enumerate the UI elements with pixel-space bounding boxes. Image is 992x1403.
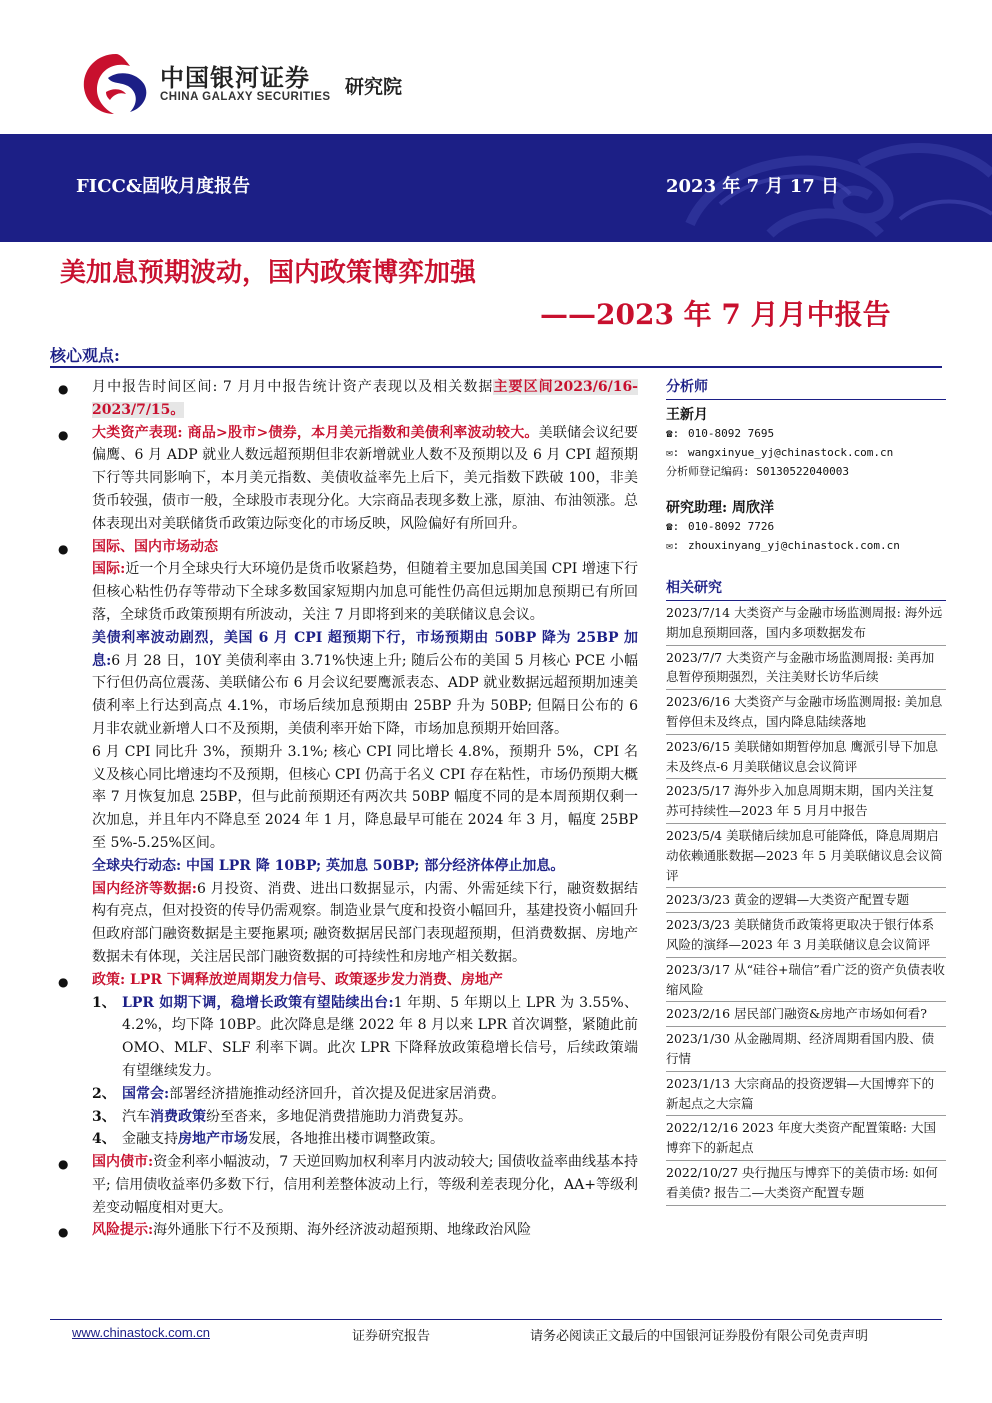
para-international: 国际:近一个月全球央行大环境仍是货币收紧趋势，但随着主要加息国美国 CPI 增速下行但核心粘性仍存等带动下全球多数国家短期内加息可能性仍高但远期加息预期已有所回落，全球货币政策预期有所波动，关注 7 月即将到来的美联储议息会议。 (92, 561, 639, 623)
related-research-item[interactable]: 2023/3/23 黄金的逻辑—大类资产配置专题 (666, 888, 946, 913)
related-research-item[interactable]: 2023/5/17 海外步入加息周期末期，国内关注复苏可持续性—2023 年 5 月月中报告 (666, 779, 946, 824)
analyst-email[interactable]: wangxinyue_yj@chinastock.com.cn (688, 446, 894, 459)
core-divider (50, 366, 942, 368)
phone-icon: ☎: (666, 520, 680, 533)
related-research-item[interactable]: 2022/12/16 2023 年度大类资产配置策略: 大国博弈下的新起点 (666, 1116, 946, 1161)
report-type-label: FICC&固收月度报告 (76, 176, 251, 197)
para-ust-rates: 美债利率波动剧烈，美国 6 月 CPI 超预期下行，市场预期由 50BP 降为 25BP 加息:6 月 28 日，10Y 美债利率由 3.71%快速上升; 随后公布的美国 5 月核心 PCE 小幅下行但仍高位震荡、美联储公布 6 月会议纪要鹰派表态、ADP 就业数据远超预期加速美债利率上行达到高点 4.1%，市场后续加息预期由 25BP 升为 50BP; 但隔日公布的 6 月非农就业新增人口不及预期，美债利率开始下降，市场加息预期开始回落。 (92, 629, 639, 737)
related-research-item[interactable]: 2023/7/14 大类资产与金融市场监测周报: 海外远期加息预期回落，国内多项数据发布 (666, 601, 946, 646)
related-research-item[interactable]: 2023/6/15 美联储如期暂停加息 鹰派引导下加息未及终点-6 月美联储议息会议简评 (666, 735, 946, 780)
bullet-icon: ● (58, 427, 69, 442)
core-view-body (58, 376, 638, 1242)
report-title-main: 美加息预期波动，国内政策博弈加强 (60, 258, 477, 288)
related-research-item[interactable]: 2023/1/30 从金融周期、经济周期看国内股、债行情 (666, 1027, 946, 1072)
analyst-name: 王新月 (666, 407, 708, 423)
sidebar (666, 376, 946, 1206)
phone-icon: ☎: (666, 427, 680, 440)
bullet-policy: ● 政策: LPR 下调释放逆周期发力信号、政策逐步发力消费、房地产 (58, 969, 638, 992)
policy-item-4: 4、 金融支持房地产市场发展，各地推出楼市调整政策。 (92, 1131, 444, 1148)
bullet-icon: ● (58, 1225, 69, 1240)
footer-website-link[interactable]: www.chinastock.com.cn (72, 1325, 210, 1340)
policy-item-2: 2、 国常会:部署经济措施推动经济回升，首次提及促进家居消费。 (92, 1085, 506, 1102)
bullet-bond-market: ● 国内债市:资金利率小幅波动，7 天逆回购加权利率月内波动较大; 国债收益率曲线基本持平; 信用债收益率仍多数下行，信用利差整体波动上行，等级利差表现分化，AA+等级利差变动幅度相对更大。 (58, 1154, 638, 1216)
related-research-item[interactable]: 2023/3/23 美联储货币政策将更取决于银行体系风险的演绎—2023 年 3 月美联储议息会议简评 (666, 913, 946, 958)
bullet-risk: ● 风险提示:海外通胀下行不及预期、海外经济波动超预期、地缘政治风险 (58, 1219, 638, 1242)
bullet-icon: ● (58, 974, 69, 989)
related-research-item[interactable]: 2023/7/7 大类资产与金融市场监测周报: 美再加息暂停预期强烈，关注美财长访华后续 (666, 646, 946, 691)
logo-en-text: CHINA GALAXY SECURITIES (160, 91, 331, 103)
para-cpi: 6 月 CPI 同比升 3%，预期升 3.1%; 核心 CPI 同比增长 4.8%，预期升 5%，CPI 名义及核心同比增速均不及预期，但核心 CPI 仍高于名义 CPI 存在粘性，市场仍预期大概率 7 月恢复加息 25BP，但与此前预期还有两次共 50BP 幅度不同的是本周预期仅剩一次加息，并且年内不降息至 2024 年 1 月，降息最早可能在 2024 年 3 月，幅度 25BP 至 5%-5.25%区间。 (92, 743, 638, 851)
logo-cn-text: 中国银河证券 (160, 64, 310, 92)
policy-item-1: 1、 LPR 如期下调，稳增长政策有望陆续出台:1 年期、5 年期以上 LPR 为 3.55%、4.2%，均下降 10BP。此次降息是继 2022 年 8 月以来 LPR 首次调整，紧随此前 OMO、MLF、SLF 利率下调。此次 LPR 下降释放政策稳增长信号，后续政策端有望继续发力。 (92, 994, 638, 1079)
analyst-contact: ☎: 010-8092 7695 ✉: wangxinyue_yj@chinastock.com.cn 分析师登记编码: S0130522040003 (666, 424, 946, 481)
bullet-icon: ● (58, 382, 69, 396)
related-research-item[interactable]: 2023/2/16 居民部门融资&房地产市场如何看? (666, 1002, 946, 1027)
email-icon: ✉: (666, 539, 680, 552)
related-research-item[interactable]: 2022/10/27 央行抛压与博弈下的美债市场: 如何看美债? 报告二—大类资产配置专题 (666, 1161, 946, 1206)
para-central-banks: 全球央行动态: 中国 LPR 降 10BP; 英加息 50BP; 部分经济体停止加息。 (92, 857, 565, 874)
related-research-item[interactable]: 2023/3/17 从“硅谷+瑞信”看广泛的资产负债表收缩风险 (666, 958, 946, 1003)
report-date: 2023 年 7 月 17 日 (666, 176, 840, 197)
bullet-icon: ● (58, 1157, 69, 1172)
assistant-name: 研究助理: 周欣洋 (666, 500, 775, 516)
related-research-item[interactable]: 2023/6/16 大类资产与金融市场监测周报: 美加息暂停但未及终点，国内降息陆续落地 (666, 690, 946, 735)
bullet-asset-performance: ● 大类资产表现: 商品>股市>债券，本月美元指数和美债利率波动较大。美联储会议纪要偏鹰、6 月 ADP 就业人数远超预期但非农新增就业人数不及预期以及 6 月 CPI 超预期下行等共同影响下，本月美元指数、美债收益率先上后下，美元指数下跌破 100，非美货币较强，债市一般，全球股市表现分化。大宗商品表现多数上涨，原油、布油领涨。总体表现出对美联储货币政策边际变化的市场反映，风险偏好有所回升。 (58, 424, 638, 532)
bullet-market-dynamics: ● 国际、国内市场动态 (58, 536, 638, 559)
related-research-item[interactable]: 2023/5/4 美联储后续加息可能降低，降息周期启动依赖通胀数据—2023 年 5 月美联储议息会议简评 (666, 824, 946, 888)
related-research-list (666, 601, 946, 1206)
footer-divider (50, 1319, 942, 1320)
analyst-heading: 分析师 (666, 376, 946, 400)
logo-swirl-icon (78, 48, 154, 120)
footer-disclaimer: 请务必阅读正文最后的中国银河证券股份有限公司免责声明 (530, 1329, 869, 1344)
analyst-cert: 分析师登记编码: S0130522040003 (666, 465, 849, 478)
institute-label: 研究院 (345, 76, 403, 98)
email-icon: ✉: (666, 446, 680, 459)
report-title-sub: ——2023 年 7 月月中报告 (540, 298, 891, 331)
bullet-period: ● 月中报告时间区间: 7 月月中报告统计资产表现以及相关数据主要区间2023/6/16-2023/7/15。 (58, 379, 638, 418)
assistant-email[interactable]: zhouxinyang_yj@chinastock.com.cn (688, 539, 900, 552)
assistant-contact: ☎: 010-8092 7726 ✉: zhouxinyang_yj@chinastock.com.cn (666, 517, 946, 555)
bullet-icon: ● (58, 541, 69, 556)
core-view-heading: 核心观点: (50, 346, 120, 365)
para-domestic-economy: 国内经济等数据:6 月投资、消费、进出口数据显示，内需、外需延续下行，融资数据结构有亮点，但对投资的传导仍需观察。制造业景气度和投资小幅回升，基建投资小幅回升但政府部门融资数据是主要拖累项; 融资数据居民部门表现超预期，但消费数据、房地产数据未有体现，关注居民部门融资数据的可持续性和房地产相关数据。 (92, 880, 639, 965)
footer-report-label: 证券研究报告 (352, 1329, 431, 1344)
related-research-heading: 相关研究 (666, 577, 946, 601)
related-research-item[interactable]: 2023/1/13 大宗商品的投资逻辑—大国博弈下的新起点之大宗篇 (666, 1072, 946, 1117)
policy-item-3: 3、 汽车消费政策纷至沓来，多地促消费措施助力消费复苏。 (92, 1108, 472, 1125)
